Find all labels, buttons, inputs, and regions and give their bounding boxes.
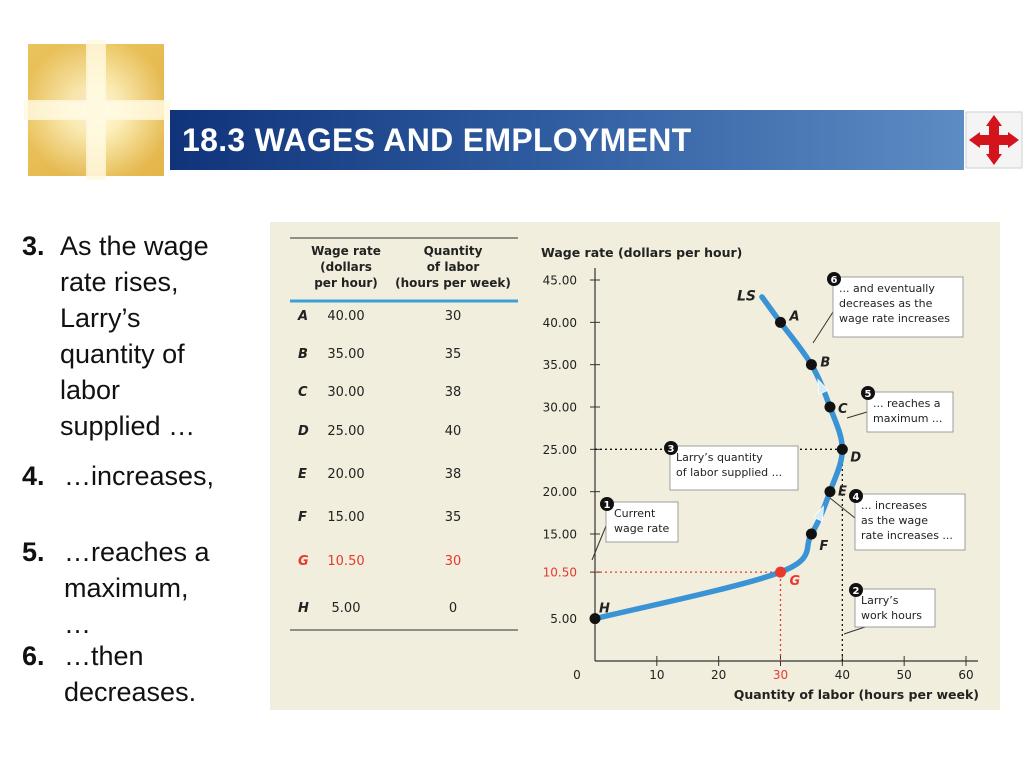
- callout-text: ... reaches a: [873, 397, 941, 410]
- table-hours-cell: 0: [448, 601, 458, 616]
- data-point: [806, 529, 817, 540]
- point-number: 6.: [22, 641, 45, 671]
- x-tick-label: 10: [649, 668, 665, 682]
- table-hours-cell: 35: [444, 347, 462, 362]
- point-label: G: [789, 574, 801, 590]
- four-direction-arrows-icon[interactable]: [964, 110, 1024, 170]
- callout-number: 2: [852, 586, 860, 597]
- table-hours-cell: 38: [444, 385, 462, 400]
- table-wage-cell: 10.50: [327, 554, 365, 569]
- y-tick-label: 25.00: [542, 442, 577, 457]
- table-wage-cell: 5.00: [331, 601, 361, 616]
- point-number: 3.: [22, 231, 45, 261]
- x-tick-label: 40: [834, 668, 850, 682]
- callout-text: decreases as the: [839, 297, 933, 310]
- labor-supply-svg: [270, 222, 1000, 710]
- curve-label: LS: [736, 288, 756, 305]
- callout-text: ... and eventually: [839, 282, 935, 295]
- point-text: [64, 458, 214, 494]
- data-point: [837, 444, 848, 455]
- point-number: 4.: [22, 461, 45, 491]
- labor-supply-chart: [541, 245, 979, 702]
- table-row-label: F: [298, 510, 307, 525]
- table-header-text: Wage rate: [311, 244, 381, 258]
- point-label: H: [599, 601, 610, 617]
- data-point: [824, 486, 835, 497]
- logo-graphic: [24, 40, 170, 180]
- table-wage-cell: 30.00: [327, 385, 365, 400]
- callout-number: 1: [603, 500, 611, 511]
- point-text: [60, 228, 209, 444]
- callout-text: rate increases ...: [861, 529, 953, 542]
- table-header-text: (dollars: [320, 260, 372, 274]
- table-row-label: E: [298, 467, 307, 482]
- point-label: F: [819, 539, 829, 554]
- labor-supply-table: [290, 238, 518, 630]
- callout-leader-line: [813, 312, 833, 343]
- table-row-label: D: [298, 424, 309, 439]
- table-row-label: B: [298, 347, 308, 362]
- callout-text: Larry’s quantity: [676, 451, 763, 464]
- nav-arrows-graphic: [964, 110, 1024, 170]
- y-tick-label: 30.00: [542, 400, 577, 415]
- point-text: [64, 638, 196, 710]
- table-row-label: A: [298, 309, 309, 324]
- point-label: B: [820, 355, 831, 371]
- table-wage-cell: 35.00: [327, 347, 365, 362]
- page-title: 18.3 WAGES AND EMPLOYMENT: [182, 122, 692, 158]
- y-tick-label: 45.00: [542, 273, 577, 288]
- y-tick-label: 10.50: [542, 565, 577, 580]
- callout-text: wage rate: [614, 522, 670, 535]
- callout-text: work hours: [861, 609, 923, 622]
- point-line: …reaches a: [64, 537, 210, 567]
- table-row-label: G: [298, 554, 309, 569]
- point-label: D: [850, 450, 862, 466]
- point-number: 5.: [22, 537, 45, 567]
- table-header-text: (hours per week): [395, 276, 511, 290]
- data-point: [824, 402, 835, 413]
- y-tick-label: 20.00: [542, 485, 577, 500]
- x-tick-label: 0: [573, 668, 581, 682]
- point-text: [64, 534, 210, 642]
- table-hours-cell: 30: [444, 554, 462, 569]
- y-tick-label: 15.00: [542, 527, 577, 542]
- callout-text: as the wage: [861, 514, 929, 527]
- callout-text: Current: [614, 507, 656, 520]
- callout-number: 6: [830, 275, 838, 286]
- x-tick-label: 30: [772, 668, 789, 682]
- table-row-label: H: [298, 601, 309, 616]
- x-tick-label: 50: [896, 668, 912, 682]
- y-axis-label: Wage rate (dollars per hour): [541, 245, 743, 260]
- point-line: Larry’s: [60, 303, 141, 333]
- callout-text: wage rate increases: [839, 312, 950, 325]
- callout-number: 4: [852, 492, 860, 503]
- x-tick-label: 60: [958, 668, 974, 682]
- point-label: C: [837, 402, 848, 417]
- x-tick-label: 20: [711, 668, 727, 682]
- callout-text: Larry’s: [861, 594, 899, 607]
- table-wage-cell: 15.00: [327, 510, 365, 525]
- point-line: …increases,: [64, 461, 215, 491]
- point-label: A: [789, 309, 800, 325]
- data-point: [775, 317, 786, 328]
- gold-sunburst-logo: [24, 40, 170, 180]
- y-tick-label: 40.00: [542, 315, 577, 330]
- callout-leader-line: [844, 627, 865, 634]
- table-hours-cell: 30: [444, 309, 462, 324]
- labor-supply-figure: [270, 222, 1000, 710]
- table-wage-cell: 25.00: [327, 424, 365, 439]
- callout-number: 3: [667, 444, 675, 455]
- table-wage-cell: 20.00: [327, 467, 365, 482]
- table-wage-cell: 40.00: [327, 309, 365, 324]
- y-tick-label: 35.00: [542, 358, 577, 373]
- x-axis-label: Quantity of labor (hours per week): [733, 687, 979, 702]
- table-header-text: per hour): [314, 276, 378, 290]
- callout-text: of labor supplied ...: [676, 466, 783, 479]
- point-line: supplied …: [60, 411, 196, 441]
- table-hours-cell: 35: [444, 510, 462, 525]
- point-line: rate rises,: [60, 267, 179, 297]
- table-row-label: C: [298, 385, 308, 400]
- y-tick-label: 5.00: [550, 612, 577, 627]
- table-header-text: Quantity: [423, 244, 483, 258]
- table-hours-cell: 40: [444, 424, 462, 439]
- callout-number: 5: [864, 389, 872, 400]
- data-point: [806, 359, 817, 370]
- point-line: maximum,: [64, 573, 189, 603]
- point-line: As the wage: [60, 231, 209, 261]
- data-point: [775, 567, 786, 578]
- point-line: quantity of: [60, 339, 185, 369]
- title-bar: [170, 110, 965, 170]
- point-line: labor: [60, 375, 121, 405]
- callout-text: maximum ...: [873, 412, 943, 425]
- point-line: decreases.: [64, 677, 197, 707]
- point-line: …then: [64, 641, 144, 671]
- callout-text: ... increases: [861, 499, 928, 512]
- point-label: E: [837, 484, 847, 500]
- table-hours-cell: 38: [444, 467, 462, 482]
- callout-leader-line: [592, 526, 606, 560]
- point-line: …: [64, 609, 91, 639]
- table-header-text: of labor: [426, 260, 480, 274]
- callout-leader-line: [847, 412, 867, 418]
